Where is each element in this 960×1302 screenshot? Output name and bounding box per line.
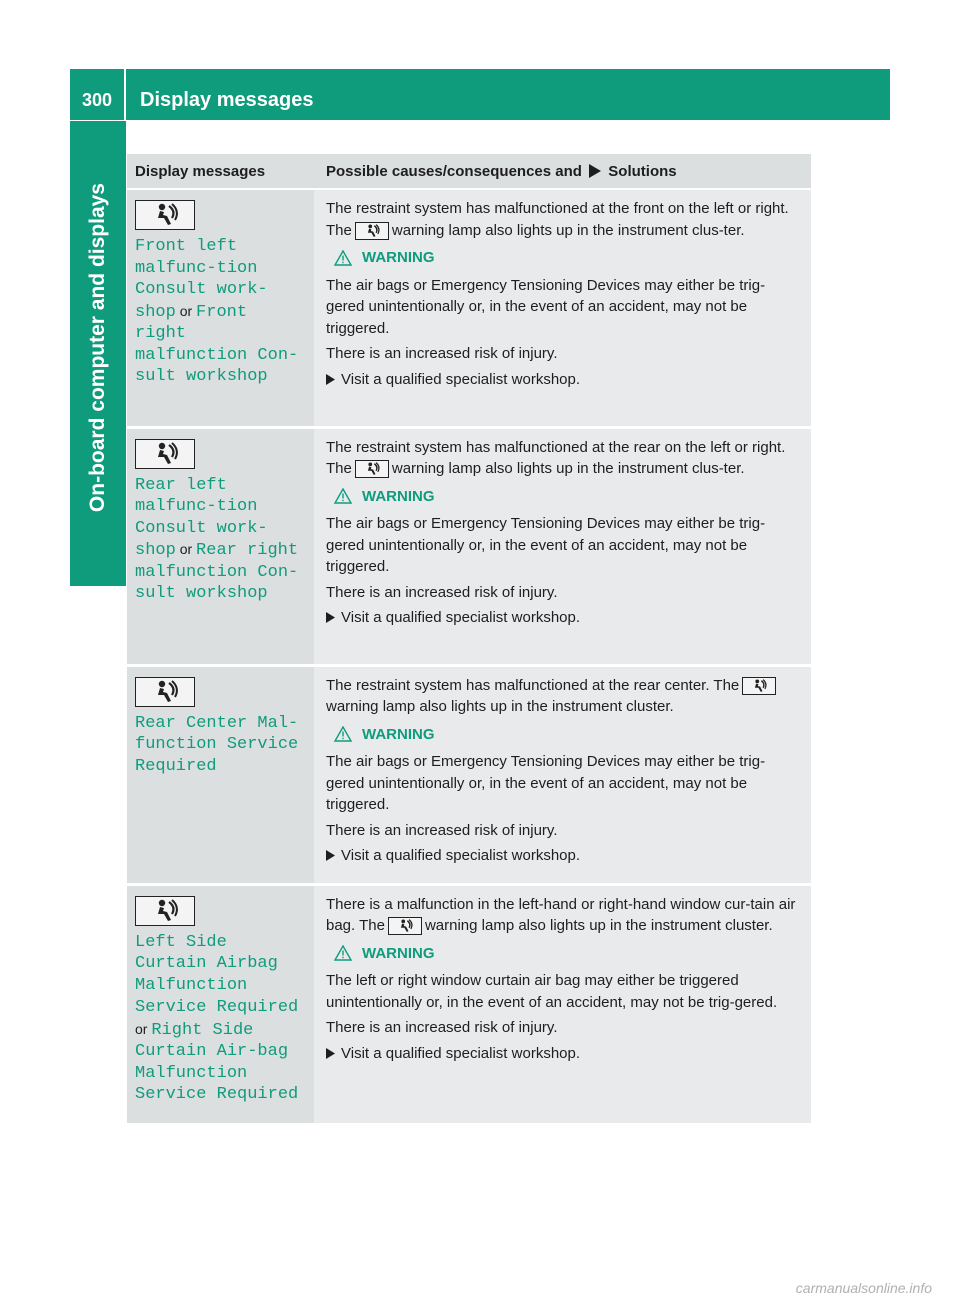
warning-triangle-icon [334, 945, 352, 961]
solution-cell [314, 884, 811, 1124]
page-header [70, 69, 890, 120]
arrow-right-icon [326, 1048, 335, 1059]
message-text-a: Front left malfunc-tion Consult work-shop [135, 237, 268, 322]
warning-label: WARNING [362, 249, 435, 266]
warning-text: The air bags or Emergency Tensioning Devices may either be trig-gered unintentionally or, in the event of an accident, may not be triggered. [326, 515, 766, 575]
cause-text [326, 437, 803, 480]
warning-text: The air bags or Emergency Tensioning Devices may either be trig-gered unintentionally or, in the event of an accident, may not be triggered. [326, 753, 766, 813]
arrow-right-icon [589, 164, 601, 178]
restraint-system-icon [135, 896, 195, 926]
display-message-cell [127, 189, 314, 427]
cause-text-start: There is a malfunction in the left-hand or right-hand window cur-tain air bag. The [326, 895, 796, 934]
column-header-solution-label: Solutions [608, 162, 677, 180]
message-text-b: Front right malfunction Con-sult workshop [135, 302, 299, 386]
restraint-system-icon [135, 200, 195, 230]
restraint-system-icon [388, 917, 422, 935]
cause-text-start: The restraint system has malfunctioned at the rear on the left or right. The [326, 438, 786, 477]
cause-text-end: warning lamp also lights up in the instrument clus-ter. [391, 460, 745, 477]
action-text: Visit a qualified specialist workshop. [341, 1044, 581, 1062]
section-tab [70, 121, 126, 586]
action-item [326, 607, 803, 629]
restraint-system-icon [135, 439, 195, 469]
arrow-right-icon [326, 374, 335, 385]
table-row [127, 884, 811, 1124]
column-header-messages: Display messages [127, 154, 314, 189]
cause-text-start: The restraint system has malfunctioned at the rear center. The [326, 676, 740, 694]
risk-text: There is an increased risk of injury. [326, 821, 558, 839]
restraint-system-icon [355, 222, 389, 240]
action-text: Visit a qualified specialist workshop. [341, 847, 581, 864]
action-text: Visit a qualified specialist workshop. [341, 370, 581, 388]
warning-text: The left or right window curtain air bag may either be triggered unintentionally or, in the event of an accident, may not be trig-gered. [326, 972, 778, 1011]
cause-text-end: warning lamp also lights up in the instrument cluster. [326, 698, 674, 715]
cause-text-end: warning lamp also lights up in the instrument clus-ter. [391, 221, 745, 239]
or-connector: or [175, 541, 197, 557]
warning-text: The air bags or Emergency Tensioning Devices may either be trig-gered unintentionally or, in the event of an accident, may not be triggered. [326, 276, 766, 337]
arrow-right-icon [326, 850, 335, 861]
warning-triangle-icon [334, 726, 352, 742]
message-text-a: Rear left malfunc-tion Consult work-shop [135, 475, 268, 560]
restraint-system-icon [355, 460, 389, 478]
action-item [326, 1043, 803, 1065]
solution-cell [314, 427, 811, 665]
page-title: Display messages [140, 89, 314, 111]
display-messages-table [127, 154, 811, 1126]
risk-text: There is an increased risk of injury. [326, 583, 558, 601]
restraint-system-icon [135, 677, 195, 707]
action-text: Visit a qualified specialist workshop. [341, 609, 581, 626]
warning-label: WARNING [362, 944, 435, 962]
display-message-cell [127, 884, 314, 1124]
arrow-right-icon [326, 612, 335, 623]
message-text-b: Rear right malfunction Con-sult workshop [135, 541, 299, 603]
cause-text [326, 894, 803, 937]
warning-heading [334, 943, 803, 965]
warning-heading [334, 247, 803, 269]
message-text-a: Rear Center Mal-function Service Required [135, 713, 299, 776]
cause-text [326, 198, 803, 241]
message-text-b: Right Side Curtain Air-bag Malfunction Service Required [135, 1020, 299, 1104]
column-header-solutions [314, 154, 811, 189]
watermark: carmanualsonline.info [795, 1280, 932, 1296]
or-connector: or [175, 302, 197, 319]
warning-triangle-icon [334, 488, 352, 504]
display-message-cell [127, 665, 314, 884]
table-row [127, 189, 811, 427]
cause-text-start: The restraint system has malfunctioned at the front on the left or right. The [326, 200, 789, 239]
solution-cell [314, 665, 811, 884]
restraint-system-icon [742, 677, 776, 695]
risk-text: There is an increased risk of injury. [326, 345, 558, 362]
warning-heading [334, 724, 803, 746]
warning-label: WARNING [362, 487, 435, 505]
solution-cell [314, 189, 811, 427]
risk-text: There is an increased risk of injury. [326, 1019, 558, 1036]
table-header-row [127, 154, 811, 189]
action-item [326, 845, 803, 867]
cause-text-end: warning lamp also lights up in the instrument cluster. [424, 917, 773, 934]
column-header-causes: Possible causes/consequences and [326, 162, 582, 180]
display-message-cell [127, 427, 314, 665]
table-row [127, 665, 811, 884]
or-connector: or [135, 1020, 152, 1037]
warning-label: WARNING [362, 725, 435, 743]
action-item [326, 369, 803, 391]
page-number: 300 [70, 69, 126, 120]
message-text-a: Left Side Curtain Airbag Malfunction Service Required [135, 932, 299, 1017]
section-tab-label: On-board computer and displays [86, 183, 109, 513]
cause-text [326, 675, 803, 718]
warning-triangle-icon [334, 250, 352, 266]
table-row [127, 427, 811, 665]
warning-heading [334, 486, 803, 508]
